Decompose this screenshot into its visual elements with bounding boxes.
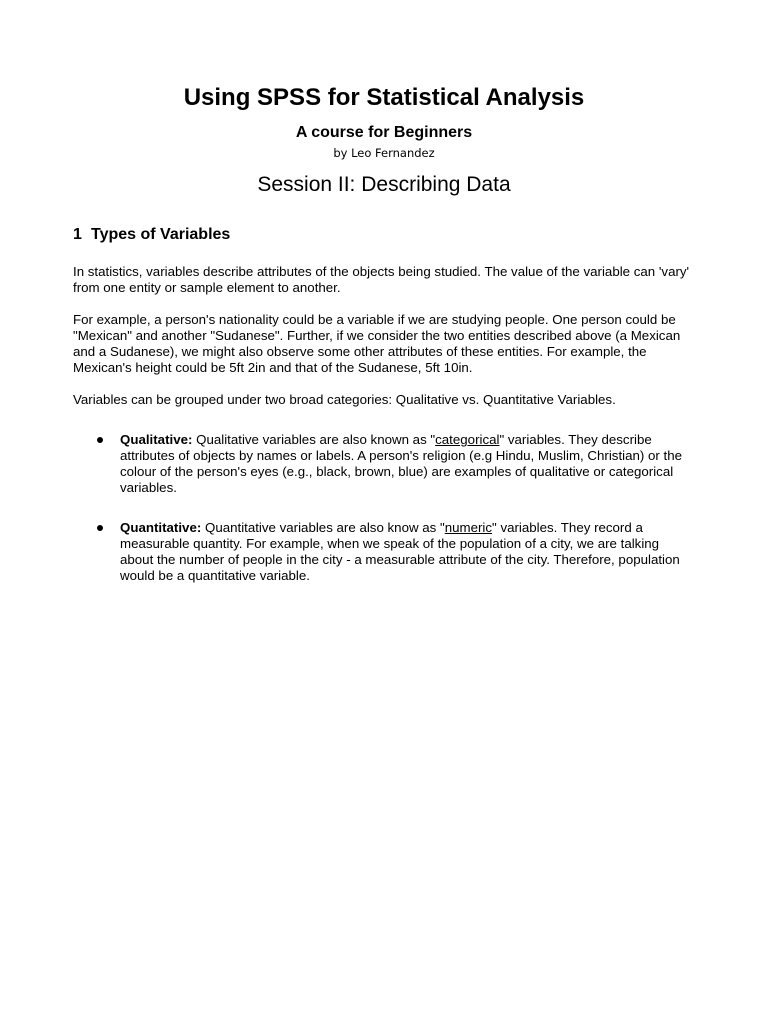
paragraph-categories: Variables can be grouped under two broad categories: Qualitative vs. Quantitative Variables. — [73, 392, 616, 407]
paragraph-variables-intro: In statistics, variables describe attributes of the objects being studied. The value of the variable can 'vary' from one entity or sample element to another. — [73, 264, 690, 295]
quantitative-text-after: " variables. They record a measurable quantity. For example, when we speak of the population of a city, we are talking about the number of people in the city - a measurable attribute of the city. Therefore, population would be a quantitative variable. — [120, 520, 680, 583]
bullet-icon — [97, 525, 103, 531]
section-heading — [73, 225, 695, 245]
document-subtitle: A course for Beginners — [295, 124, 473, 141]
qualitative-text-before: Qualitative variables are also known as " — [192, 432, 436, 447]
quantitative-text-before: Quantitative variables are also know as " — [201, 520, 445, 535]
qualitative-text-after: " variables. They describe attributes of objects by names or labels. A person's religion (e.g Hindu, Muslim, Christian) or the colour of the person's eyes (e.g., black, brown, blue) are examples of qualitative or categorical variables. — [120, 432, 683, 495]
bullet-icon — [97, 437, 103, 443]
term-numeric: numeric — [444, 520, 493, 535]
variable-types-list — [73, 432, 695, 584]
section-title: Types of Variables — [91, 226, 231, 243]
list-item-qualitative — [73, 432, 695, 496]
session-heading: Session II: Describing Data — [257, 173, 511, 196]
term-categorical: categorical — [435, 432, 500, 447]
document-title: Using SPSS for Statistical Analysis — [183, 84, 585, 111]
term-quantitative: Quantitative: — [120, 520, 202, 535]
paragraph-nationality-example: For example, a person's nationality could be a variable if we are studying people. One person could be "Mexican" and another "Sudanese". Further, if we consider the two entities described above (a Mexican and a Sudanese), we might also observe some other attributes of these entities. For example, the Mexican's height could be 5ft 2in and that of the Sudanese, 5ft 10in. — [73, 312, 681, 375]
term-qualitative: Qualitative: — [120, 432, 193, 447]
author-byline: by Leo Fernandez — [333, 146, 435, 160]
list-item-quantitative — [73, 520, 695, 584]
section-number: 1 — [73, 226, 82, 243]
